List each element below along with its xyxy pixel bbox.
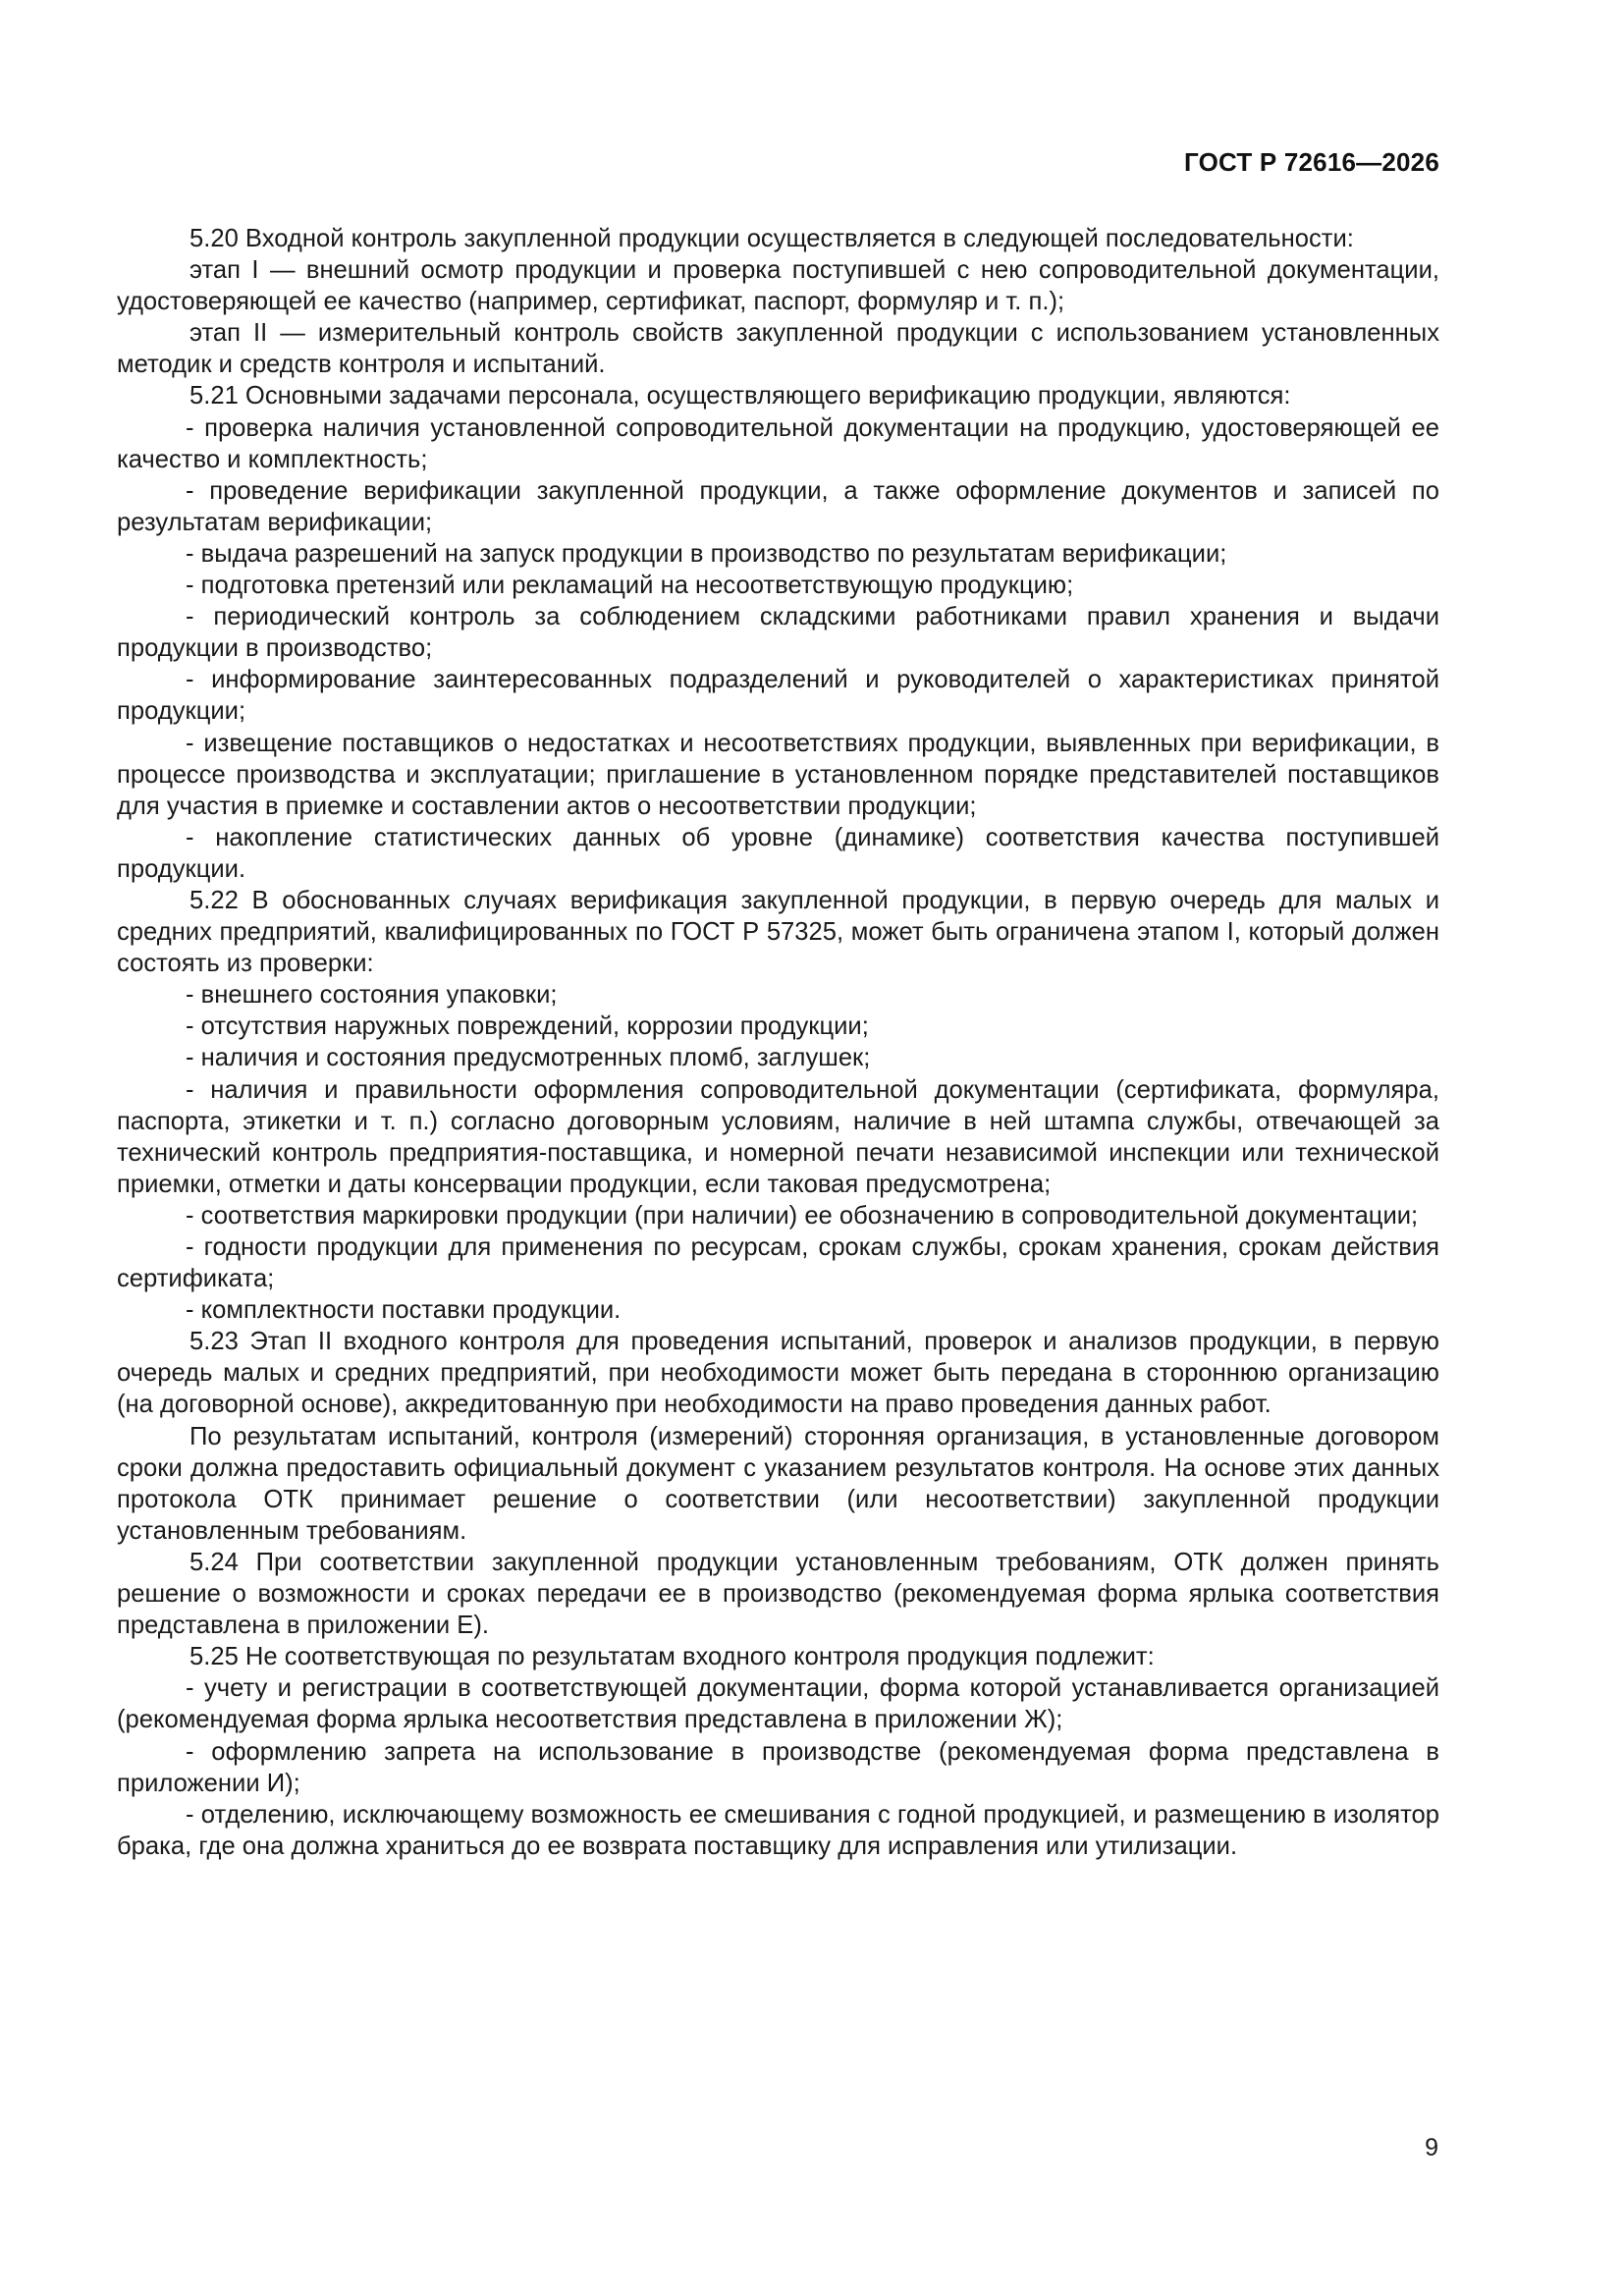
list-item: - проведение верификации закупленной продукции, а также оформление документов и записей по результатам верификации; <box>117 476 1439 536</box>
clause-paragraph: 5.25 Не соответствующая по результатам входного контроля продукция подлежит: <box>189 1643 1155 1671</box>
list-item: - проверка наличия установленной сопроводительной документации на продукцию, удостоверяющей ее качество и комплектность; <box>117 413 1439 473</box>
list-item: - извещение поставщиков о недостатках и несоответствиях продукции, выявленных при верификации, в процессе производства и эксплуатации; приглашение в установленном порядке представителей поставщиков для участия в приемке и составлении актов о несоответствии продукции; <box>117 729 1439 820</box>
clause-paragraph: 5.21 Основными задачами персонала, осуществляющего верификацию продукции, являются: <box>189 382 1291 410</box>
paragraph: этап II — измерительный контроль свойств закупленной продукции с использованием установленных методик и средств контроля и испытаний. <box>117 319 1439 379</box>
clause-paragraph: 5.24 При соответствии закупленной продукции установленным требованиям, ОТК должен принять решение о возможности и сроках передачи ее в производство (рекомендуемая форма ярлыка соответствия представлена в приложении Е). <box>117 1548 1439 1640</box>
list-item: - внешнего состояния упаковки; <box>186 981 558 1010</box>
clause-paragraph: 5.22 В обоснованных случаях верификация закупленной продукции, в первую очередь для малых и средних предприятий, квалифицированных по ГОСТ Р 57325, может быть ограничена этапом I, который должен состоять из проверки: <box>117 886 1439 978</box>
list-item: - информирование заинтересованных подразделений и руководителей о характеристиках принятой продукции; <box>117 666 1439 726</box>
list-item: - наличия и состояния предусмотренных пломб, заглушек; <box>186 1044 871 1072</box>
page-number: 9 <box>1425 2134 1438 2161</box>
list-item: - оформлению запрета на использование в производстве (рекомендуемая форма представлена в приложении И); <box>117 1737 1439 1797</box>
list-item: - наличия и правильности оформления сопроводительной документации (сертификата, формуляра, паспорта, этикетки и т. п.) согласно договорным условиям, наличие в ней штампа службы, отвечающей за технический контроль предприятия-поставщика, и номерной печати независимой инспекции или технической приемки, отметки и даты консервации продукции, если таковая предусмотрена; <box>117 1075 1439 1198</box>
standard-designation: ГОСТ Р 72616—2026 <box>1184 147 1439 177</box>
list-item: - отсутствия наружных повреждений, коррозии продукции; <box>186 1012 869 1041</box>
document-body <box>117 223 1439 1862</box>
paragraph: По результатам испытаний, контроля (измерений) сторонняя организация, в установленные договором сроки должна предоставить официальный документ с указанием результатов контроля. На основе этих данных протокола ОТК принимает решение о соответствии (или несоответствии) закупленной продукции установленным требованиям. <box>117 1422 1439 1545</box>
list-item: - подготовка претензий или рекламаций на несоответствующую продукцию; <box>186 572 1074 600</box>
list-item: - учету и регистрации в соответствующей документации, форма которой устанавливается организацией (рекомендуемая форма ярлыка несоответствия представлена в приложении Ж); <box>117 1674 1439 1734</box>
list-item: - годности продукции для применения по ресурсам, срокам службы, срокам хранения, срокам действия сертификата; <box>117 1233 1439 1293</box>
list-item: - комплектности поставки продукции. <box>186 1296 622 1325</box>
clause-paragraph: 5.20 Входной контроль закупленной продукции осуществляется в следующей последовательности: <box>189 225 1354 252</box>
list-item: - отделению, исключающему возможность ее смешивания с годной продукцией, и размещению в изолятор брака, где она должна храниться до ее возврата поставщику для исправления или утилизации. <box>117 1800 1439 1860</box>
paragraph: этап I — внешний осмотр продукции и проверка поступившей с нею сопроводительной документации, удостоверяющей ее качество (например, сертификат, паспорт, формуляр и т. п.); <box>117 256 1439 316</box>
list-item: - накопление статистических данных об уровне (динамике) соответствия качества поступившей продукции. <box>117 823 1439 883</box>
list-item: - периодический контроль за соблюдением складскими работниками правил хранения и выдачи продукции в производство; <box>117 603 1439 663</box>
list-item: - выдача разрешений на запуск продукции в производство по результатам верификации; <box>186 539 1227 568</box>
list-item: - соответствия маркировки продукции (при наличии) ее обозначению в сопроводительной документации; <box>186 1201 1419 1230</box>
clause-paragraph: 5.23 Этап II входного контроля для проведения испытаний, проверок и анализов продукции, в первую очередь малых и средних предприятий, при необходимости может быть передана в стороннюю организацию (на договорной основе), аккредитованную при необходимости на право проведения данных работ. <box>117 1328 1439 1419</box>
